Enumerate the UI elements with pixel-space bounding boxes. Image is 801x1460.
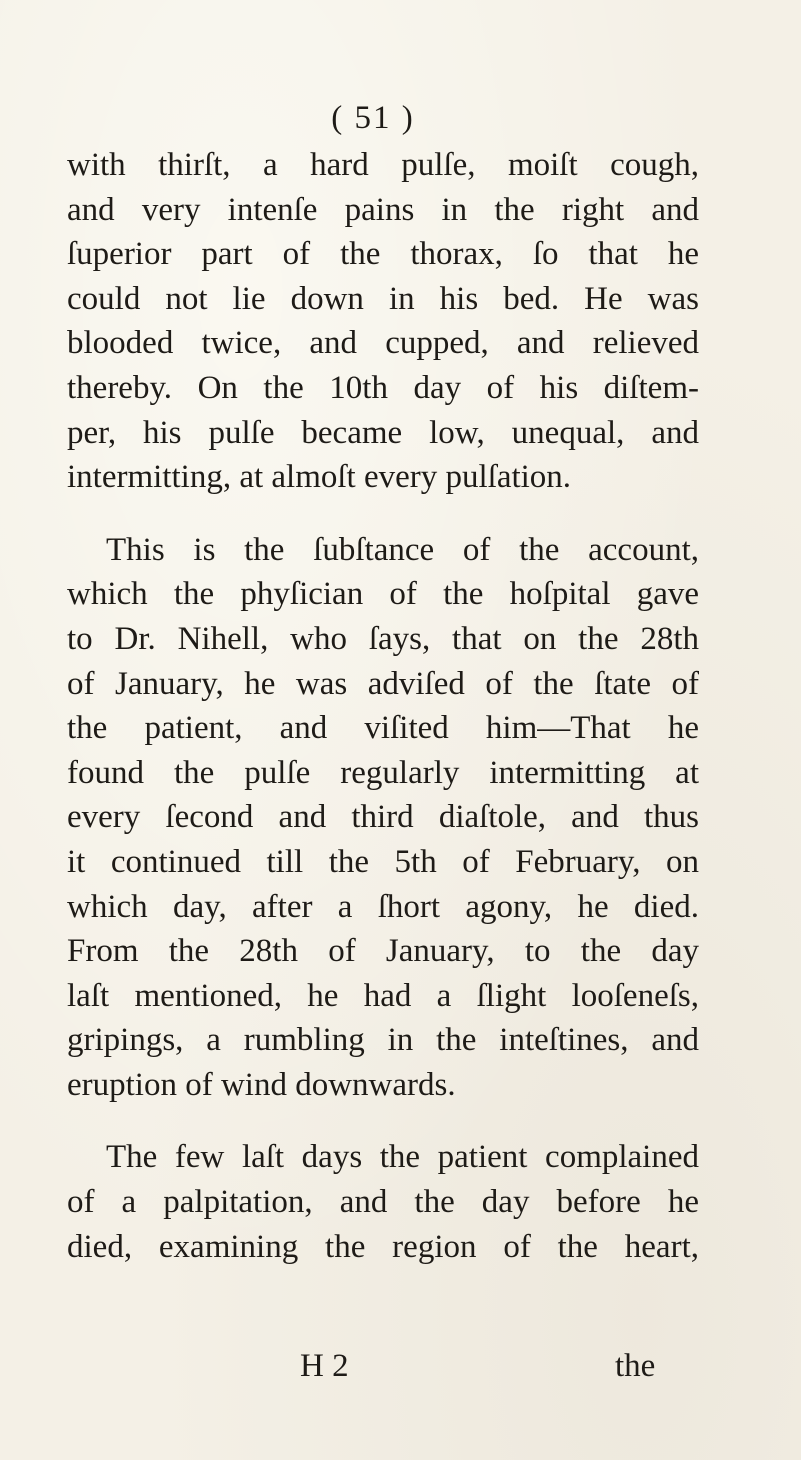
- text-line: could not lie down in his bed. He was: [67, 280, 699, 317]
- text-line: gripings, a rumbling in the inteſtines, and: [67, 1022, 699, 1059]
- text-line: it continued till the 5th of February, on: [67, 843, 699, 880]
- text-line: the patient, and viſited him—That he: [67, 710, 699, 747]
- text-line: of a palpitation, and the day before he: [67, 1184, 699, 1221]
- text-line: with thirſt, a hard pulſe, moiſt cough,: [67, 147, 699, 183]
- page-footer: [0, 1348, 801, 1392]
- text-line: which the phyſician of the hoſpital gave: [67, 576, 699, 613]
- text-line: and very intenſe pains in the right and: [67, 191, 699, 228]
- text-line: eruption of wind downwards.: [67, 1066, 456, 1103]
- paragraph-2: [67, 528, 699, 1108]
- text-line: intermitting, at almoſt every pulſation.: [67, 459, 572, 496]
- text-line: laſt mentioned, he had a ſlight looſeneſs,: [67, 977, 699, 1014]
- text-line: The few laſt days the patient complained: [106, 1139, 699, 1176]
- text-line: thereby. On the 10th day of his diſtem-: [67, 369, 699, 406]
- text-line: every ſecond and third diaſtole, and thus: [67, 799, 699, 836]
- paragraph-3: [67, 1135, 699, 1269]
- text-line: to Dr. Nihell, who ſays, that on the 28th: [67, 620, 699, 657]
- text-line: blooded twice, and cupped, and relieved: [67, 325, 699, 362]
- page-number: ( 51 ): [331, 100, 415, 136]
- body-text: [67, 143, 699, 1269]
- signature-mark: H 2: [300, 1348, 349, 1384]
- text-line: ſuperior part of the thorax, ſo that he: [67, 236, 699, 273]
- text-line: died, examining the region of the heart,: [67, 1228, 699, 1265]
- text-line: found the pulſe regularly intermitting at: [67, 754, 699, 791]
- text-line: per, his pulſe became low, unequal, and: [67, 414, 699, 451]
- text-line: From the 28th of January, to the day: [67, 933, 699, 970]
- catchword: the: [615, 1348, 656, 1384]
- text-line: This is the ſubſtance of the account,: [106, 531, 699, 568]
- paragraph-1: [67, 143, 699, 500]
- text-line: of January, he was adviſed of the ſtate of: [67, 665, 699, 702]
- text-line: which day, after a ſhort agony, he died.: [67, 888, 699, 925]
